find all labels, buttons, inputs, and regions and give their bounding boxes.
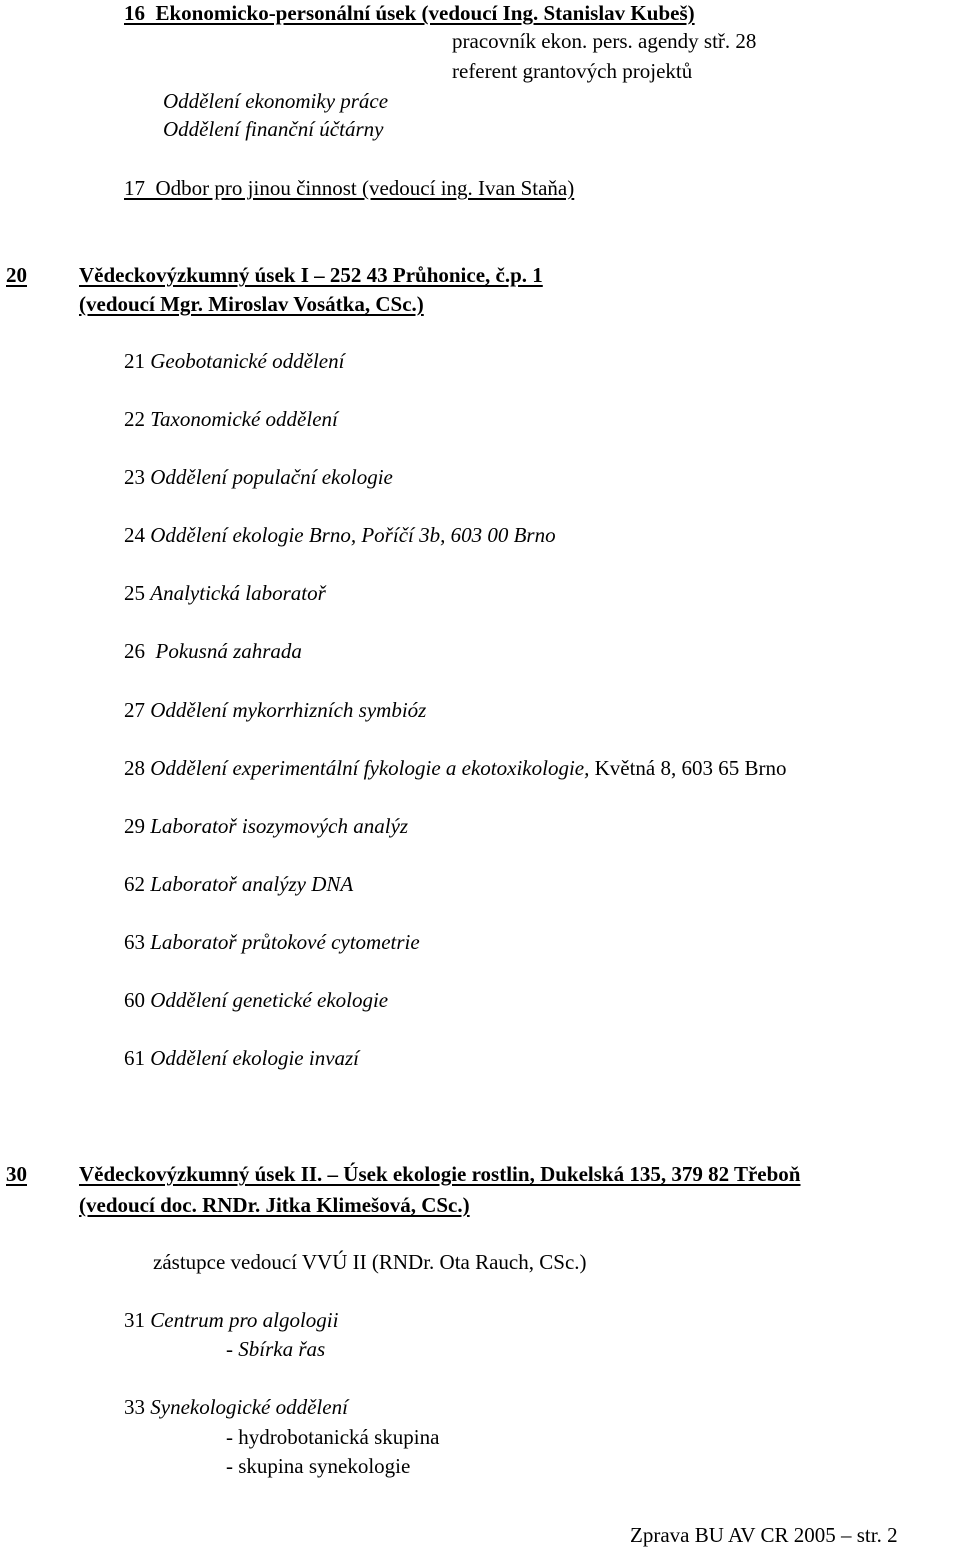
- unit-name: Synekologické oddělení: [150, 1395, 348, 1419]
- unit-number: 61: [124, 1046, 145, 1070]
- unit-name: Oddělení populační ekologie: [150, 465, 393, 489]
- section-20-title: Vědeckovýzkumný úsek I – 252 43 Průhonice, č.p. 1: [79, 263, 543, 287]
- unit-name: Oddělení experimentální fykologie a ekotoxikologie,: [150, 756, 590, 780]
- unit-row: [124, 1397, 348, 1418]
- unit-number: 31: [124, 1308, 145, 1332]
- unit-number: 22: [124, 407, 145, 431]
- section-16-heading: [124, 3, 695, 24]
- unit-number: 24: [124, 523, 145, 547]
- unit-number: 21: [124, 349, 145, 373]
- unit-row: [124, 1048, 359, 1069]
- department-line: Oddělení ekonomiky práce: [163, 89, 389, 113]
- page-footer: Zprava BU AV CR 2005 – str. 2: [630, 1523, 898, 1547]
- deputy-line: zástupce vedoucí VVÚ II (RNDr. Ota Rauch, CSc.): [153, 1250, 587, 1274]
- unit-number: 26: [124, 639, 145, 663]
- unit-row: [124, 409, 338, 430]
- unit-name: Laboratoř isozymových analýz: [150, 814, 409, 838]
- unit-number: 29: [124, 814, 145, 838]
- section-16-title: Ekonomicko-personální úsek (vedoucí Ing. Stanislav Kubeš): [155, 1, 695, 25]
- unit-address: Poříčí 3b, 603 00 Brno: [356, 523, 556, 547]
- unit-name: Taxonomické oddělení: [150, 407, 338, 431]
- unit-number: 62: [124, 872, 145, 896]
- unit-number: 27: [124, 698, 145, 722]
- unit-row: [124, 467, 393, 488]
- unit-name: Analytická laboratoř: [150, 581, 326, 605]
- unit-row: [124, 990, 388, 1011]
- section-30-title: Vědeckovýzkumný úsek II. – Úsek ekologie rostlin, Dukelská 135, 379 82 Třeboň: [79, 1162, 801, 1186]
- unit-number: 25: [124, 581, 145, 605]
- unit-name: Pokusná zahrada: [155, 639, 302, 663]
- section-30-head: (vedoucí doc. RNDr. Jitka Klimešová, CSc.): [79, 1193, 470, 1217]
- staff-line: referent grantových projektů: [452, 59, 693, 83]
- unit-number: 63: [124, 930, 145, 954]
- unit-row: [124, 758, 787, 779]
- section-17-title: Odbor pro jinou činnost (vedoucí ing. Ivan Staňa): [155, 176, 575, 200]
- unit-address: Květná 8, 603 65 Brno: [589, 756, 787, 780]
- unit-row: [124, 351, 344, 372]
- unit-number: 28: [124, 756, 145, 780]
- unit-number: 23: [124, 465, 145, 489]
- unit-name: Laboratoř analýzy DNA: [150, 872, 354, 896]
- unit-row: [124, 874, 353, 895]
- subunit-line: - hydrobotanická skupina: [226, 1425, 440, 1449]
- unit-row: [124, 816, 408, 837]
- subunit-line: - Sbírka řas: [226, 1337, 326, 1361]
- unit-row: [124, 932, 420, 953]
- unit-row: [124, 525, 556, 546]
- unit-name: Oddělení ekologie Brno,: [150, 523, 357, 547]
- unit-name: Oddělení ekologie invazí: [150, 1046, 360, 1070]
- unit-number: 60: [124, 988, 145, 1012]
- unit-row: [124, 583, 326, 604]
- unit-name: Geobotanické oddělení: [150, 349, 345, 373]
- unit-name: Oddělení genetické ekologie: [150, 988, 389, 1012]
- department-line: Oddělení finanční účtárny: [163, 117, 384, 141]
- section-16-number: 16: [124, 1, 145, 25]
- section-30-number: 30: [6, 1162, 27, 1186]
- unit-number: 33: [124, 1395, 145, 1419]
- unit-name: Oddělení mykorrhizních symbióz: [150, 698, 427, 722]
- section-17-heading: [124, 178, 574, 199]
- staff-line: pracovník ekon. pers. agendy stř. 28: [452, 29, 757, 53]
- unit-row: [124, 700, 426, 721]
- unit-name: Centrum pro algologii: [150, 1308, 339, 1332]
- unit-row: [124, 1310, 338, 1331]
- subunit-line: - skupina synekologie: [226, 1454, 411, 1478]
- unit-name: Laboratoř průtokové cytometrie: [150, 930, 420, 954]
- section-17-number: 17: [124, 176, 145, 200]
- section-20-number: 20: [6, 263, 27, 287]
- unit-row: [124, 641, 302, 662]
- section-20-head: (vedoucí Mgr. Miroslav Vosátka, CSc.): [79, 292, 424, 316]
